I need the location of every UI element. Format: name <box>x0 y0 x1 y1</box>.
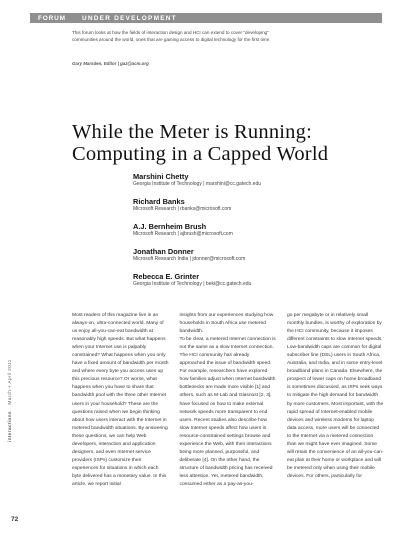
author-name: Richard Banks <box>133 197 185 206</box>
author-affiliation: Georgia Institute of Technology | beki@cc.gatech.edu <box>133 281 252 287</box>
author-name: Marshini Chetty <box>133 172 189 181</box>
author-list <box>133 172 373 297</box>
forum-intro: This forum looks at how the fields of interaction design and HCI can extend to cover "developing" communities around the world, ones that are gaining access to digital technology for the first time. <box>72 30 271 42</box>
page-number: 72 <box>11 516 19 523</box>
body-column-2 <box>180 312 277 489</box>
title-line-1: While the Meter is Running: <box>72 121 312 143</box>
author-affiliation: Microsoft Research | rbanks@microsoft.com <box>133 206 232 212</box>
author-name: Rebecca E. Grinter <box>133 272 200 281</box>
body-column-3 <box>287 312 384 489</box>
author-block <box>133 247 373 272</box>
author-name: A.J. Bernheim Brush <box>133 222 207 231</box>
author-affiliation: Microsoft Research | ajbrush@microsoft.com <box>133 231 233 237</box>
running-footer <box>8 359 16 442</box>
author-block <box>133 272 373 297</box>
department-label: UNDER DEVELOPMENT <box>82 14 177 22</box>
body-paragraph: go per megabyte or in relatively small monthly bundles, is worthy of exploration by the HCI community, because it imposes different constraints to slow Internet speeds. Low-bandwidth caps are common for digital subscriber line (DSL) users in South Africa, Australia, and India, and in some entry-level broadband plans in Canada. Elsewhere, the prospect of lower caps on home broadband is sometimes discussed, as ISPs seek ways to mitigate the high demand for bandwidth by more customers. Most important, with the rapid spread of Internet-enabled mobile devices and wireless modems for laptop data access, more users will be connected to the Internet via a metered connection than we might have ever imagined. Some will retain the convenience of an all-you-can-eat plan at their home or workplace and will be metered only when using their mobile devices. For others, particularly for <box>287 313 384 479</box>
title-line-2: Computing in a Capped World <box>72 143 329 165</box>
article-body <box>72 312 384 489</box>
section-label: FORUM <box>38 14 66 22</box>
section-header-bar <box>30 13 382 23</box>
body-column-1 <box>72 312 169 489</box>
body-paragraph: Most readers of this magazine live in an always-on, ultra-connected world. Many of us enjoy all-you-can-eat bandwidth at reasonably high speeds. But what happens when your Internet use is palpably constrained? What happens when you only have a fixed amount of bandwidth per month and where every byte you access uses up this precious resource? Or worse, what happens when you have to share that bandwidth pool with the three other Internet users in your household? These are the questions raised when we begin thinking about how users interact with the Internet in metered bandwidth situations. By answering these questions, we can help Web developers, interaction and application designers, and even Internet service providers (ISPs) customize their experiences for situations in which each byte delivered has a monetary value. In this article, we report initial <box>72 313 169 487</box>
issue-date: March + April 2011 <box>8 359 13 405</box>
author-affiliation: Microsoft Research India | jdonner@microsoft.com <box>133 256 246 262</box>
article-title <box>72 121 372 165</box>
editor-credit: Gary Marsden, Editor | gaz@acm.org <box>72 61 149 66</box>
author-block <box>133 197 373 222</box>
author-block <box>133 172 373 197</box>
author-name: Jonathan Donner <box>133 247 194 256</box>
magazine-name: interactions <box>8 411 13 442</box>
body-paragraph: insights from our experiences studying how households in South Africa use metered bandwidth. To be clear, a metered Internet connection is not the same as a slow Internet connection. The HCI community has already approached the issue of bandwidth speed. For example, researchers have explored how families adjust when Internet bandwidth bottlenecks are made more visible [1] and others, such as M-Lab and Glasnost [2, 3], have focused on how to make external network speeds more transparent to end users. Recent studies also describe how slow Internet speeds affect how users in resource-constrained settings browse and experience the Web, with their interactions being more planned, purposeful, and deliberate [4]. On the other hand, the structure of bandwidth pricing has received less attention. Yet, metered bandwidth, consumed either as a pay-as-you- <box>179 313 276 487</box>
author-block <box>133 222 373 247</box>
author-affiliation: Georgia Institute of Technology | marshini@cc.gatech.edu <box>133 181 262 187</box>
